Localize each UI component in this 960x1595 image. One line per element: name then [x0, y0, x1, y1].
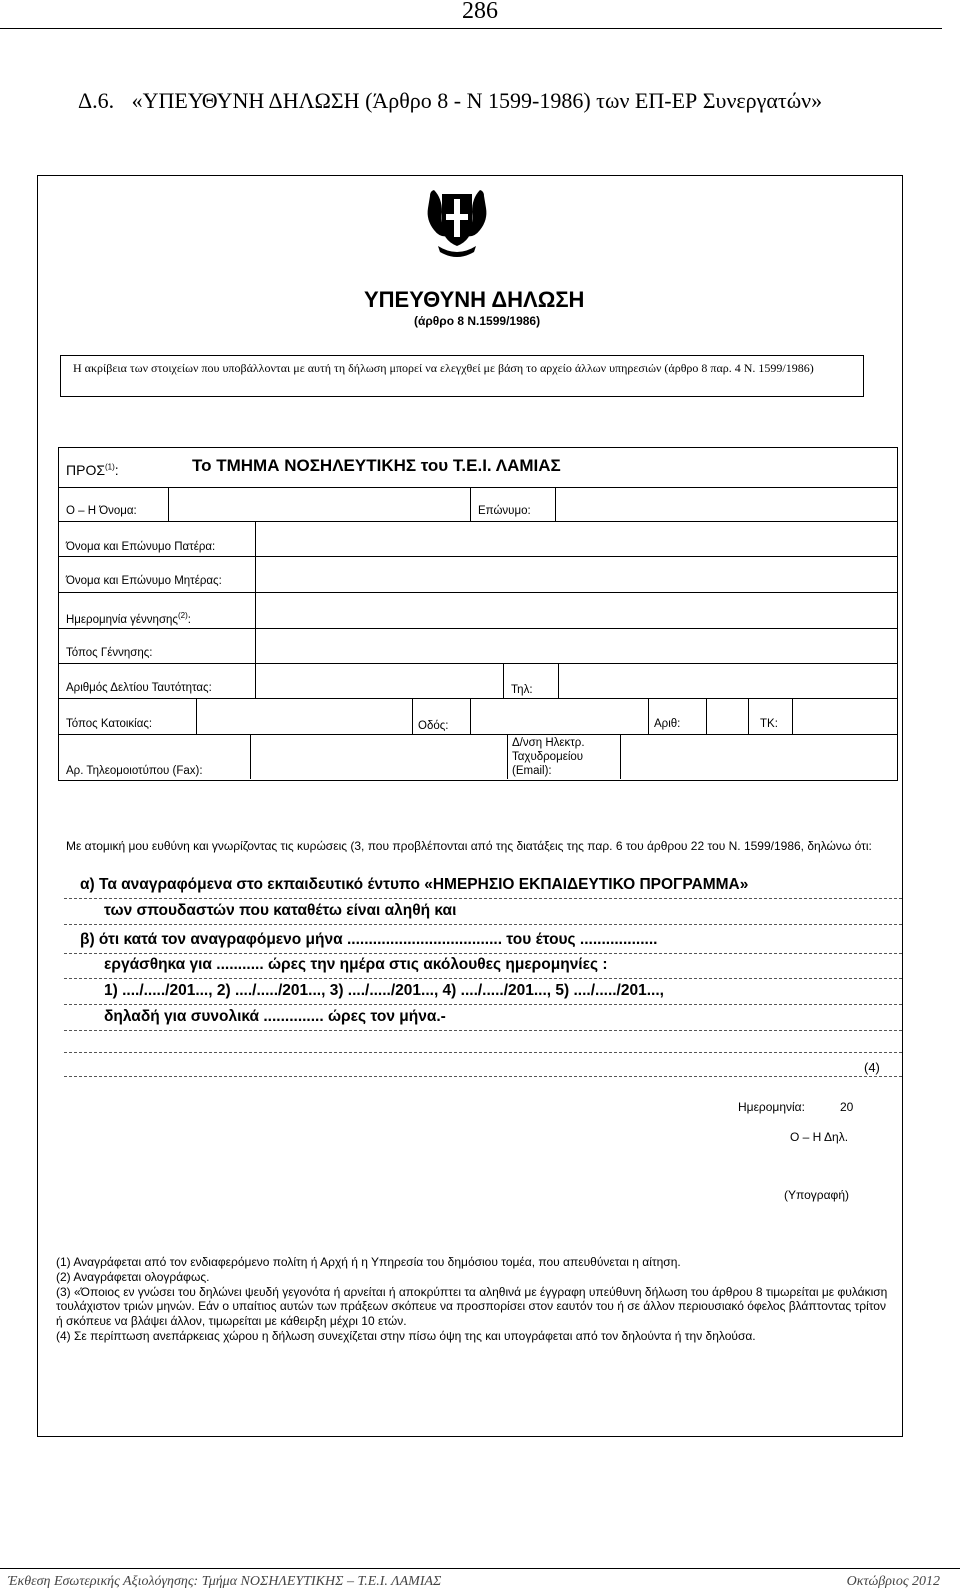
grid-line	[470, 698, 471, 734]
header-rule	[0, 28, 942, 29]
surname-label: Επώνυμο:	[478, 505, 531, 517]
continuation-mark: (4)	[864, 1060, 880, 1075]
grid-line	[748, 698, 749, 734]
birth-place-label: Τόπος Γέννησης:	[66, 647, 153, 659]
dotted-line	[64, 978, 902, 979]
id-number-label: Αριθμός Δελτίου Ταυτότητας:	[66, 682, 212, 694]
date-label: Ημερομηνία:	[738, 1100, 805, 1114]
coat-of-arms-icon	[420, 186, 494, 262]
fax-label: Αρ. Τηλεομοιοτύπου (Fax):	[66, 765, 203, 777]
recipient-label: ΠΡΟΣ$^{(1)}$:	[66, 462, 119, 478]
statement-total: δηλαδή για συνολικά .............. ώρες τον μήνα.-	[104, 1008, 446, 1025]
grid-line	[196, 698, 197, 734]
grid-line	[58, 628, 898, 629]
grid-line	[58, 592, 898, 593]
statement-dates: 1) ..../...../201..., 2) ..../...../201..., 3) ..../...../201..., 4) ..../...../201..., 5) ..../...../201...,	[104, 982, 664, 999]
section-title: «ΥΠΕΥΘΥΝΗ ΔΗΛΩΣΗ (Άρθρο 8 - Ν 1599-1986) των ΕΠ-ΕΡ Συνεργατών»	[131, 88, 823, 113]
grid-line	[558, 663, 559, 698]
dotted-line	[64, 1030, 902, 1031]
first-name-label: Ο – Η Όνομα:	[66, 505, 137, 517]
dotted-line	[64, 1004, 902, 1005]
grid-line	[250, 734, 251, 779]
statement-a-cont: των σπουδαστών που καταθέτω είναι αληθή και	[104, 902, 457, 919]
signature-label: (Υπογραφή)	[784, 1188, 849, 1202]
grid-line	[58, 698, 898, 699]
declarant-label: Ο – Η Δηλ.	[790, 1130, 849, 1144]
grid-line	[58, 556, 898, 557]
dotted-line	[64, 1076, 902, 1077]
birth-date-label: Ημερομηνία γέννησης$^{(2)}$:	[66, 611, 191, 626]
recipient-value: Το ΤΜΗΜΑ ΝΟΣΗΛΕΥΤΙΚΗΣ του Τ.Ε.Ι. ΛΑΜΙΑΣ	[192, 456, 561, 475]
footer-document-title: Έκθεση Εσωτερικής Αξιολόγησης: Τμήμα ΝΟΣΗΛΕΥΤΙΚΗΣ – Τ.Ε.Ι. ΛΑΜΙΑΣ	[8, 1574, 442, 1589]
grid-line	[507, 734, 508, 779]
street-number-label: Αριθ:	[654, 718, 681, 730]
footnotes	[56, 1255, 894, 1344]
grid-line	[555, 487, 556, 521]
footer-date: Οκτώβριος 2012	[846, 1574, 940, 1589]
street-label: Οδός:	[418, 720, 449, 732]
section-heading	[78, 88, 822, 114]
grid-line	[58, 487, 898, 488]
postcode-label: ΤΚ:	[760, 718, 778, 730]
section-number: Δ.6.	[78, 88, 115, 113]
grid-line	[412, 698, 413, 734]
footnote-2: (2) Αναγράφεται ολογράφως.	[56, 1269, 210, 1284]
form-title: ΥΠΕΥΘΥΝΗ ΔΗΛΩΣΗ	[364, 287, 585, 312]
accuracy-notice-box	[60, 355, 864, 397]
footnote-1: (1) Αναγράφεται από τον ενδιαφερόμενο πολίτη ή Αρχή ή η Υπηρεσία του δημόσιου τομέα, που απευθύνεται η αίτηση.	[56, 1255, 681, 1269]
grid-line	[58, 734, 898, 735]
dotted-line	[64, 924, 902, 925]
grid-line	[58, 521, 898, 522]
footnote-3: (3) «Όποιος εν γνώσει του δηλώνει ψευδή γεγονότα ή αρνείται ή αποκρύπτει τα αληθινά με έγγραφη υπεύθυνη δήλωση του άρθρου 8 τιμωρείται με φυλάκιση τουλάχιστον τριών μηνών. Εάν ο υπαίτιος αυτών των πράξεων σκόπευε να προσπορίσει στον εαυτόν του ή σε άλλον περιουσιακό όφελος βλάπτοντας τρίτον ή σκόπευε να βλάψει άλλον, τιμωρείται με κάθειρξη μέχρι 10 ετών.	[56, 1284, 888, 1329]
grid-line	[648, 698, 649, 734]
mother-name-label: Όνομα και Επώνυμο Μητέρας:	[66, 575, 222, 587]
dotted-line	[64, 1052, 902, 1053]
grid-line	[168, 487, 169, 521]
grid-line	[58, 663, 898, 664]
statement-b-hours: εργάσθηκα για ........... ώρες την ημέρα στις ακόλουθες ημερομηνίες :	[104, 956, 608, 973]
father-name-label: Όνομα και Επώνυμο Πατέρα:	[66, 541, 216, 553]
grid-line	[470, 487, 471, 521]
dotted-line	[64, 953, 902, 954]
grid-line	[706, 698, 707, 734]
declaration-intro: Με ατομική μου ευθύνη και γνωρίζοντας τις κυρώσεις (3, που προβλέπονται από της διατάξεις της παρ. 6 του άρθρου 22 του Ν. 1599/1986, δηλώνω ότι:	[66, 839, 872, 853]
phone-label: Τηλ:	[511, 684, 533, 696]
residence-label: Τόπος Κατοικίας:	[66, 718, 153, 730]
accuracy-notice: Η ακρίβεια των στοιχείων που υποβάλλονται με αυτή τη δήλωση μπορεί να ελεγχθεί με βάση το αρχείο άλλων υπηρεσιών (άρθρο 8 παρ. 4 Ν. 1599/1986)	[73, 361, 814, 375]
footer-rule	[0, 1568, 960, 1569]
footnote-4: (4) Σε περίπτωση ανεπάρκειας χώρου η δήλωση συνεχίζεται στην πίσω όψη της και υπογράφεται από τον δηλούντα ή την δηλούσα.	[56, 1328, 756, 1343]
grid-line	[503, 663, 504, 698]
page-number: 286	[462, 0, 498, 24]
grid-line	[792, 698, 793, 734]
statement-b: β) ότι κατά τον αναγραφόμενο μήνα .................................... του έτους ..................	[80, 931, 658, 948]
grid-line	[255, 521, 256, 698]
statement-a: α) Τα αναγραφόμενα στο εκπαιδευτικό έντυπο «ΗΜΕΡΗΣΙΟ ΕΚΠΑΙΔΕΥΤΙΚΟ ΠΡΟΓΡΑΜΜΑ»	[80, 876, 749, 893]
grid-line	[620, 734, 621, 779]
dotted-line	[64, 898, 902, 899]
email-label: Δ/νση Ηλεκτρ. Ταχυδρομείου (Email):	[512, 737, 585, 777]
form-subtitle: (άρθρο 8 Ν.1599/1986)	[414, 314, 541, 328]
date-value: 20	[840, 1100, 854, 1114]
